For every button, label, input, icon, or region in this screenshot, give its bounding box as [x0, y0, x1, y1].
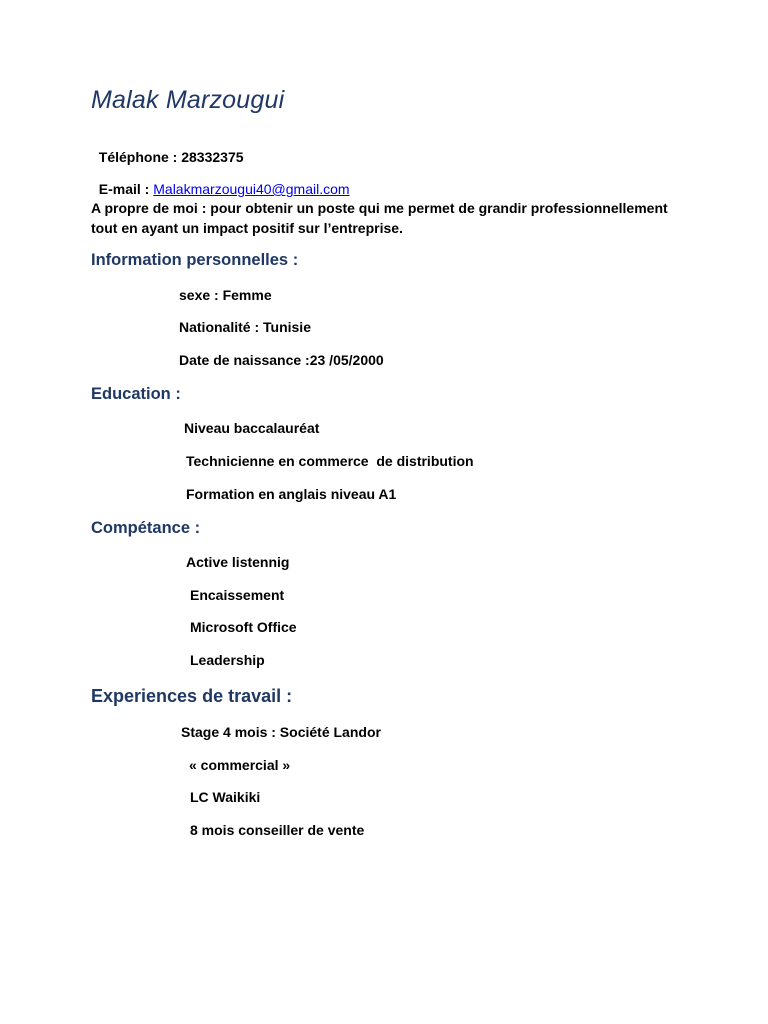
heading-experience: Experiences de travail : [91, 686, 293, 706]
phone-value: 28332375 [181, 149, 244, 165]
summary-text: A propre de moi : pour obtenir un poste qui me permet de grandir professionnellement tout en ayant un impact positif sur l’entreprise. [91, 200, 668, 236]
experience-item: « commercial » [189, 757, 291, 773]
personal-item-nationality: Nationalité : Tunisie [179, 319, 311, 335]
personal-item-sex: sexe : Femme [179, 287, 272, 303]
personal-item-birthdate: Date de naissance :23 /05/2000 [179, 352, 384, 368]
email-line [91, 165, 350, 197]
experience-item: Stage 4 mois : Société Landor [181, 724, 381, 740]
education-item: Formation en anglais niveau A1 [186, 486, 397, 502]
education-item: Niveau baccalauréat [184, 420, 320, 436]
heading-skills: Compétance : [91, 519, 201, 537]
cv-name: Malak Marzougui [91, 86, 285, 114]
skill-item: Leadership [190, 652, 265, 668]
experience-item: 8 mois conseiller de vente [190, 822, 365, 838]
skill-item: Microsoft Office [190, 619, 297, 635]
education-item: Technicienne en commerce de distribution [186, 453, 474, 469]
experience-item: LC Waikiki [190, 789, 261, 805]
heading-personal-info: Information personnelles : [91, 251, 299, 269]
email-label: E-mail : [98, 181, 154, 197]
heading-education: Education : [91, 385, 181, 403]
skill-item: Encaissement [190, 587, 285, 603]
skill-item: Active listennig [186, 554, 290, 570]
phone-label: Téléphone : [98, 149, 182, 165]
email-link[interactable]: Malakmarzougui40@gmail.com [153, 181, 350, 197]
phone-line [91, 133, 244, 165]
